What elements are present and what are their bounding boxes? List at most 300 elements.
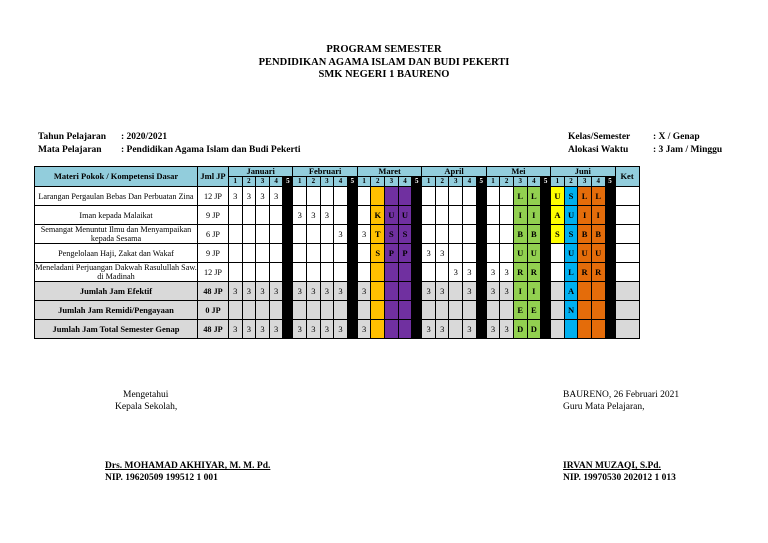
- week-cell: 3: [422, 320, 436, 339]
- week-cell: [605, 320, 615, 339]
- week-cell: [320, 187, 334, 206]
- mapel-value: : Pendidikan Agama Islam dan Budi Pekerti: [121, 144, 301, 155]
- week-cell: 3: [486, 282, 500, 301]
- week-cell: [463, 301, 477, 320]
- header-materi: Materi Pokok / Kompetensi Dasar: [35, 167, 198, 187]
- week-cell: [347, 282, 357, 301]
- week-cell: [347, 225, 357, 244]
- week-cell: 3: [463, 320, 477, 339]
- alokasi-label: Alokasi Waktu: [568, 144, 629, 155]
- week-number: 5: [283, 177, 293, 187]
- week-cell: [334, 301, 348, 320]
- week-cell: P: [398, 244, 412, 263]
- week-cell: P: [385, 244, 399, 263]
- week-cell: B: [578, 225, 592, 244]
- week-cell: 3: [463, 263, 477, 282]
- week-cell: [307, 187, 321, 206]
- jp-cell: 0 JP: [198, 301, 229, 320]
- week-cell: 3: [256, 187, 270, 206]
- week-cell: 3: [463, 282, 477, 301]
- week-cell: [500, 187, 514, 206]
- week-cell: [551, 244, 565, 263]
- week-number: 1: [357, 177, 371, 187]
- week-cell: [283, 320, 293, 339]
- week-number: 1: [293, 177, 307, 187]
- week-cell: [256, 301, 270, 320]
- header-jml-jp: Jml JP: [198, 167, 229, 187]
- week-cell: U: [578, 244, 592, 263]
- week-number: 1: [551, 177, 565, 187]
- week-cell: 3: [269, 282, 283, 301]
- summary-row: [35, 301, 640, 320]
- week-cell: [449, 320, 463, 339]
- week-cell: E: [527, 301, 541, 320]
- week-cell: [371, 263, 385, 282]
- week-cell: [449, 282, 463, 301]
- week-cell: [435, 301, 449, 320]
- week-cell: [334, 244, 348, 263]
- month-header: April: [422, 167, 486, 177]
- month-header: Januari: [229, 167, 293, 177]
- week-cell: R: [578, 263, 592, 282]
- week-cell: [357, 187, 371, 206]
- week-cell: [293, 301, 307, 320]
- week-cell: 3: [357, 320, 371, 339]
- week-number: 1: [229, 177, 243, 187]
- info-left: [38, 131, 300, 156]
- week-cell: [398, 320, 412, 339]
- week-cell: 3: [422, 244, 436, 263]
- week-cell: I: [578, 206, 592, 225]
- tahun-value: : 2020/2021: [121, 132, 168, 142]
- week-cell: 3: [435, 282, 449, 301]
- week-cell: 3: [320, 320, 334, 339]
- week-number: 2: [500, 177, 514, 187]
- summary-label: Jumlah Jam Total Semester Genap: [35, 320, 198, 339]
- kepala-sekolah-text: Kepala Sekolah,: [115, 402, 178, 412]
- week-cell: [591, 320, 605, 339]
- week-cell: [307, 225, 321, 244]
- summary-label: Jumlah Jam Efektif: [35, 282, 198, 301]
- week-number: 2: [242, 177, 256, 187]
- week-cell: L: [527, 187, 541, 206]
- week-cell: [486, 244, 500, 263]
- week-number: 5: [541, 177, 551, 187]
- week-cell: [449, 225, 463, 244]
- jp-cell: 9 JP: [198, 244, 229, 263]
- week-cell: [605, 282, 615, 301]
- week-cell: [486, 187, 500, 206]
- week-cell: [283, 301, 293, 320]
- week-cell: 3: [486, 320, 500, 339]
- summary-row: [35, 282, 640, 301]
- week-cell: [307, 301, 321, 320]
- week-cell: 3: [229, 187, 243, 206]
- week-cell: [269, 244, 283, 263]
- summary-row: [35, 320, 640, 339]
- week-cell: K: [371, 206, 385, 225]
- week-cell: 3: [412, 244, 422, 263]
- week-cell: [541, 244, 551, 263]
- week-cell: [371, 301, 385, 320]
- week-number: 4: [334, 177, 348, 187]
- week-cell: [605, 263, 615, 282]
- week-cell: [476, 244, 486, 263]
- week-cell: [256, 225, 270, 244]
- week-cell: I: [513, 206, 527, 225]
- week-number: 1: [486, 177, 500, 187]
- week-cell: [476, 301, 486, 320]
- week-cell: [500, 206, 514, 225]
- month-header: Juni: [551, 167, 615, 177]
- week-cell: R: [591, 263, 605, 282]
- document-title: [0, 44, 768, 82]
- week-cell: [435, 263, 449, 282]
- week-cell: [541, 301, 551, 320]
- week-cell: [398, 263, 412, 282]
- signature-right: [563, 389, 679, 484]
- week-cell: I: [527, 282, 541, 301]
- week-cell: [412, 320, 422, 339]
- week-cell: [422, 225, 436, 244]
- week-cell: 3: [293, 320, 307, 339]
- week-cell: 3: [307, 206, 321, 225]
- week-cell: S: [551, 225, 565, 244]
- alokasi-value: : 3 Jam / Minggu: [653, 144, 723, 155]
- week-cell: [347, 263, 357, 282]
- week-cell: [320, 225, 334, 244]
- week-cell: 3: [357, 225, 371, 244]
- week-cell: 3: [435, 244, 449, 263]
- info-right: [568, 131, 722, 156]
- week-cell: U: [398, 206, 412, 225]
- kepala-sekolah-nip: NIP. 19620509 199512 1 001: [105, 473, 218, 483]
- week-cell: [476, 187, 486, 206]
- week-cell: [398, 282, 412, 301]
- week-cell: [435, 187, 449, 206]
- week-cell: [334, 263, 348, 282]
- week-cell: [476, 282, 486, 301]
- week-cell: [385, 282, 399, 301]
- summary-label: Jumlah Jam Remidi/Pengayaan: [35, 301, 198, 320]
- guru-name: IRVAN MUZAQI, S.Pd.: [563, 461, 661, 471]
- week-cell: [422, 206, 436, 225]
- week-number: 4: [269, 177, 283, 187]
- week-cell: [486, 225, 500, 244]
- week-cell: [320, 244, 334, 263]
- week-cell: [398, 301, 412, 320]
- week-cell: [500, 301, 514, 320]
- week-cell: 3: [293, 206, 307, 225]
- week-cell: [357, 301, 371, 320]
- ket-cell: [615, 225, 639, 244]
- week-number: 2: [371, 177, 385, 187]
- month-header: Maret: [357, 167, 421, 177]
- week-cell: 3: [422, 282, 436, 301]
- week-cell: [551, 263, 565, 282]
- week-cell: B: [513, 225, 527, 244]
- week-cell: [476, 225, 486, 244]
- title-line-3: SMK NEGERI 1 BAURENO: [318, 69, 450, 80]
- week-cell: [605, 244, 615, 263]
- week-cell: [578, 282, 592, 301]
- signature-left: [105, 389, 270, 484]
- week-cell: [256, 263, 270, 282]
- week-cell: [283, 187, 293, 206]
- week-cell: [476, 263, 486, 282]
- week-cell: N: [564, 301, 578, 320]
- ket-cell: [615, 206, 639, 225]
- week-cell: [422, 263, 436, 282]
- week-number: 1: [422, 177, 436, 187]
- week-cell: 3: [320, 206, 334, 225]
- week-cell: 3: [256, 320, 270, 339]
- week-cell: [578, 301, 592, 320]
- week-cell: [229, 263, 243, 282]
- week-cell: 3: [229, 320, 243, 339]
- program-semester-table: [34, 166, 640, 339]
- ket-cell: [615, 244, 639, 263]
- week-cell: [269, 263, 283, 282]
- jp-cell: 12 JP: [198, 187, 229, 206]
- week-cell: [320, 263, 334, 282]
- title-line-2: PENDIDIKAN AGAMA ISLAM DAN BUDI PEKERTI: [258, 56, 510, 68]
- week-cell: [229, 301, 243, 320]
- jp-cell: 12 JP: [198, 263, 229, 282]
- week-cell: [320, 301, 334, 320]
- week-cell: 3: [486, 263, 500, 282]
- week-cell: L: [564, 263, 578, 282]
- week-cell: [564, 320, 578, 339]
- week-cell: [385, 187, 399, 206]
- tahun-label: Tahun Pelajaran: [38, 132, 107, 142]
- materi-cell: Iman kepada Malaikat: [35, 206, 198, 225]
- week-number: 5: [412, 177, 422, 187]
- week-cell: [371, 282, 385, 301]
- week-cell: [242, 244, 256, 263]
- week-cell: S: [385, 225, 399, 244]
- kelas-label: Kelas/Semester: [568, 132, 631, 142]
- jp-cell: 6 JP: [198, 225, 229, 244]
- guru-nip: NIP. 19970530 202012 1 013: [563, 473, 676, 483]
- mengetahui-text: Mengetahui: [123, 390, 169, 400]
- week-cell: [551, 301, 565, 320]
- week-cell: 3: [320, 282, 334, 301]
- week-cell: U: [385, 206, 399, 225]
- week-cell: U: [527, 244, 541, 263]
- header-ket: Ket: [615, 167, 639, 187]
- week-cell: [283, 225, 293, 244]
- materi-cell: Larangan Pergaulan Bebas Dan Perbuatan Zina: [35, 187, 198, 206]
- week-number: 3: [320, 177, 334, 187]
- week-cell: I: [513, 282, 527, 301]
- week-cell: 3: [435, 320, 449, 339]
- materi-cell: Meneladani Perjuangan Dakwah Rasulullah Saw. di Madinah: [35, 263, 197, 281]
- week-cell: [242, 225, 256, 244]
- week-cell: [385, 320, 399, 339]
- week-cell: 3: [293, 282, 307, 301]
- kelas-value: : X / Genap: [653, 132, 700, 142]
- week-cell: [242, 206, 256, 225]
- week-cell: [371, 320, 385, 339]
- week-cell: [293, 187, 307, 206]
- week-number: 3: [449, 177, 463, 187]
- week-number: 3: [385, 177, 399, 187]
- ket-cell: [615, 301, 639, 320]
- week-cell: [357, 244, 371, 263]
- ket-cell: [615, 320, 639, 339]
- week-cell: I: [591, 206, 605, 225]
- week-cell: 3: [269, 320, 283, 339]
- week-cell: [229, 206, 243, 225]
- week-number: 2: [564, 177, 578, 187]
- table-row: [35, 206, 640, 225]
- ket-cell: [615, 187, 639, 206]
- week-cell: B: [527, 225, 541, 244]
- week-cell: [293, 244, 307, 263]
- materi-cell: Semangat Menuntut Ilmu dan Menyampaikan kepada Sesama: [35, 225, 198, 244]
- week-cell: U: [591, 244, 605, 263]
- jp-cell: 48 JP: [198, 282, 229, 301]
- week-number: 5: [476, 177, 486, 187]
- week-cell: 3: [229, 282, 243, 301]
- week-cell: [605, 187, 615, 206]
- week-cell: [283, 282, 293, 301]
- week-cell: S: [371, 244, 385, 263]
- week-number: 2: [435, 177, 449, 187]
- week-cell: T: [371, 225, 385, 244]
- week-cell: [242, 301, 256, 320]
- week-cell: [347, 320, 357, 339]
- week-cell: [591, 301, 605, 320]
- week-cell: [541, 206, 551, 225]
- week-cell: [605, 225, 615, 244]
- week-cell: [449, 301, 463, 320]
- week-cell: S: [398, 225, 412, 244]
- week-cell: [551, 282, 565, 301]
- week-cell: [269, 301, 283, 320]
- title-line-1: PROGRAM SEMESTER: [326, 44, 442, 55]
- week-cell: [463, 187, 477, 206]
- week-cell: [398, 187, 412, 206]
- week-cell: [449, 206, 463, 225]
- week-cell: [435, 225, 449, 244]
- week-cell: U: [564, 244, 578, 263]
- week-cell: [371, 187, 385, 206]
- week-cell: [283, 206, 293, 225]
- week-number: 4: [527, 177, 541, 187]
- week-cell: D: [513, 320, 527, 339]
- week-cell: [605, 206, 615, 225]
- week-cell: [435, 206, 449, 225]
- week-cell: [283, 263, 293, 282]
- week-number: 4: [591, 177, 605, 187]
- week-cell: [347, 244, 357, 263]
- week-cell: [307, 244, 321, 263]
- week-cell: S: [564, 225, 578, 244]
- week-cell: R: [513, 263, 527, 282]
- week-cell: U: [564, 206, 578, 225]
- week-cell: [486, 206, 500, 225]
- week-cell: [541, 282, 551, 301]
- week-cell: [422, 187, 436, 206]
- week-cell: [578, 320, 592, 339]
- week-cell: [293, 263, 307, 282]
- week-number: 5: [605, 177, 615, 187]
- week-cell: [551, 320, 565, 339]
- week-cell: 3: [334, 320, 348, 339]
- week-cell: L: [578, 187, 592, 206]
- week-cell: 3: [334, 282, 348, 301]
- week-cell: [541, 263, 551, 282]
- week-cell: 3: [500, 263, 514, 282]
- week-cell: 3: [242, 320, 256, 339]
- week-cell: [412, 225, 422, 244]
- week-cell: B: [591, 225, 605, 244]
- week-cell: U: [551, 187, 565, 206]
- week-cell: [463, 225, 477, 244]
- week-cell: [412, 263, 422, 282]
- week-cell: [385, 301, 399, 320]
- week-cell: U: [513, 244, 527, 263]
- week-cell: L: [591, 187, 605, 206]
- week-cell: [463, 244, 477, 263]
- jp-cell: 9 JP: [198, 206, 229, 225]
- week-cell: [283, 244, 293, 263]
- week-cell: [307, 263, 321, 282]
- week-cell: S: [564, 187, 578, 206]
- week-cell: [500, 225, 514, 244]
- week-cell: [347, 187, 357, 206]
- week-cell: 3: [256, 282, 270, 301]
- week-cell: [486, 301, 500, 320]
- week-cell: [347, 301, 357, 320]
- week-cell: [256, 206, 270, 225]
- week-cell: [347, 206, 357, 225]
- week-cell: [422, 301, 436, 320]
- week-cell: A: [551, 206, 565, 225]
- week-cell: [463, 206, 477, 225]
- week-cell: [242, 263, 256, 282]
- week-cell: [293, 225, 307, 244]
- week-number: 4: [463, 177, 477, 187]
- kepala-sekolah-name: Drs. MOHAMAD AKHIYAR, M. M. Pd.: [105, 461, 271, 471]
- week-cell: [334, 206, 348, 225]
- materi-cell: Pengelolaan Haji, Zakat dan Wakaf: [35, 244, 198, 263]
- week-cell: [412, 301, 422, 320]
- week-cell: [229, 244, 243, 263]
- week-cell: [412, 206, 422, 225]
- week-cell: [500, 244, 514, 263]
- ket-cell: [615, 282, 639, 301]
- week-cell: 3: [500, 282, 514, 301]
- week-cell: R: [527, 263, 541, 282]
- table-row: [35, 263, 640, 282]
- guru-mapel-text: Guru Mata Pelajaran,: [563, 402, 645, 412]
- week-number: 3: [578, 177, 592, 187]
- month-header: Mei: [486, 167, 550, 177]
- week-cell: 3: [357, 282, 371, 301]
- week-cell: [449, 187, 463, 206]
- week-number: 2: [307, 177, 321, 187]
- week-cell: [269, 206, 283, 225]
- ket-cell: [615, 263, 639, 282]
- week-cell: [541, 320, 551, 339]
- place-date-text: BAURENO, 26 Februari 2021: [563, 390, 680, 400]
- week-number: 3: [513, 177, 527, 187]
- table-row: [35, 244, 640, 263]
- week-cell: 3: [412, 282, 422, 301]
